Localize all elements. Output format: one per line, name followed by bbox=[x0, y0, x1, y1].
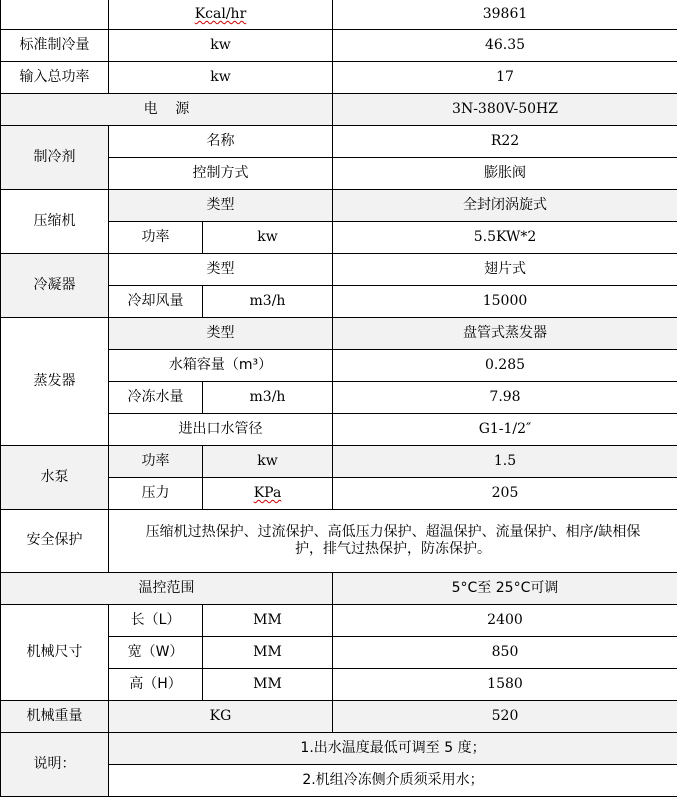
table-row bbox=[1, 733, 677, 765]
value-cell: 15000 bbox=[333, 286, 677, 318]
value-cell: 2400 bbox=[333, 605, 677, 637]
value-cell: 盘管式蒸发器 bbox=[333, 318, 677, 350]
unit-cell: kw bbox=[203, 446, 333, 478]
section-label-notes: 说明： bbox=[1, 733, 109, 797]
unit-cell: kw bbox=[203, 222, 333, 254]
table-row bbox=[1, 254, 677, 286]
section-label-safety: 安全保护 bbox=[1, 510, 109, 573]
section-label-condenser: 冷凝器 bbox=[1, 254, 109, 318]
value-cell: 翅片式 bbox=[333, 254, 677, 286]
table-row bbox=[1, 190, 677, 222]
power-supply-label: 电 源 bbox=[1, 94, 333, 126]
safety-line-2: 护，排气过热保护，防冻保护。 bbox=[109, 541, 677, 559]
field-label: 类型 bbox=[109, 254, 333, 286]
field-label: 长（L） bbox=[109, 605, 203, 637]
note-2: 2.机组冷冻侧介质须采用水； bbox=[109, 765, 677, 797]
table-row bbox=[1, 0, 677, 30]
table-row bbox=[1, 446, 677, 478]
unit-cell: MM bbox=[203, 637, 333, 669]
table-row bbox=[1, 126, 677, 158]
safety-description bbox=[109, 510, 677, 573]
note-1: 1.出水温度最低可调至 5 度； bbox=[109, 733, 677, 765]
value-cell: 850 bbox=[333, 637, 677, 669]
value-cell: 39861 bbox=[333, 0, 677, 30]
section-label-compressor: 压缩机 bbox=[1, 190, 109, 254]
value-cell: 7.98 bbox=[333, 382, 677, 414]
section-label-weight: 机械重量 bbox=[1, 701, 109, 733]
row-label: 标准制冷量 bbox=[1, 30, 109, 62]
field-label: 功率 bbox=[109, 446, 203, 478]
field-label: 名称 bbox=[109, 126, 333, 158]
value-cell: 3N-380V-50HZ bbox=[333, 94, 677, 126]
section-label-refrigerant: 制冷剂 bbox=[1, 126, 109, 190]
unit-text: KPa bbox=[254, 485, 282, 501]
field-label: 类型 bbox=[109, 318, 333, 350]
unit-cell: m3/h bbox=[203, 382, 333, 414]
section-label-dimensions: 机械尺寸 bbox=[1, 605, 109, 701]
value-cell: 0.285 bbox=[333, 350, 677, 382]
unit-cell: kw bbox=[109, 62, 333, 94]
row-label bbox=[1, 0, 109, 30]
value-cell: 1.5 bbox=[333, 446, 677, 478]
unit-cell: kw bbox=[109, 30, 333, 62]
field-label: 高（H） bbox=[109, 669, 203, 701]
value-cell: 205 bbox=[333, 478, 677, 510]
field-label: 压力 bbox=[109, 478, 203, 510]
table-row bbox=[1, 605, 677, 637]
safety-line-1: 压缩机过热保护、过流保护、高低压力保护、超温保护、流量保护、相序/缺相保 bbox=[146, 524, 641, 540]
value-cell: 520 bbox=[333, 701, 677, 733]
value-cell: 1580 bbox=[333, 669, 677, 701]
value-cell: 46.35 bbox=[333, 30, 677, 62]
row-label: 输入总功率 bbox=[1, 62, 109, 94]
field-label: 冷冻水量 bbox=[109, 382, 203, 414]
table-row bbox=[1, 318, 677, 350]
section-label-pump: 水泵 bbox=[1, 446, 109, 510]
unit-cell: MM bbox=[203, 669, 333, 701]
field-label: 宽（W） bbox=[109, 637, 203, 669]
table-row bbox=[1, 62, 677, 94]
section-label-evaporator: 蒸发器 bbox=[1, 318, 109, 446]
table-row bbox=[1, 30, 677, 62]
field-label: 类型 bbox=[109, 190, 333, 222]
value-cell: 全封闭涡旋式 bbox=[333, 190, 677, 222]
table-row bbox=[1, 701, 677, 733]
unit-cell bbox=[109, 0, 333, 30]
table-row bbox=[1, 573, 677, 605]
value-cell: G1-1/2″ bbox=[333, 414, 677, 446]
field-label: 进出口水管径 bbox=[109, 414, 333, 446]
field-label: 控制方式 bbox=[109, 158, 333, 190]
temp-control-label: 温控范围 bbox=[1, 573, 333, 605]
unit-cell bbox=[203, 478, 333, 510]
table-row bbox=[1, 510, 677, 573]
field-label: 功率 bbox=[109, 222, 203, 254]
value-cell: 5°C至 25°C可调 bbox=[333, 573, 677, 605]
value-cell: 17 bbox=[333, 62, 677, 94]
value-cell: R22 bbox=[333, 126, 677, 158]
value-cell: 膨胀阀 bbox=[333, 158, 677, 190]
unit-cell: KG bbox=[109, 701, 333, 733]
table-row bbox=[1, 94, 677, 126]
unit-cell: MM bbox=[203, 605, 333, 637]
value-cell: 5.5KW*2 bbox=[333, 222, 677, 254]
field-label: 水箱容量（m³） bbox=[109, 350, 333, 382]
field-label: 冷却风量 bbox=[109, 286, 203, 318]
unit-cell: m3/h bbox=[203, 286, 333, 318]
unit-text: Kcal/hr bbox=[195, 6, 247, 22]
